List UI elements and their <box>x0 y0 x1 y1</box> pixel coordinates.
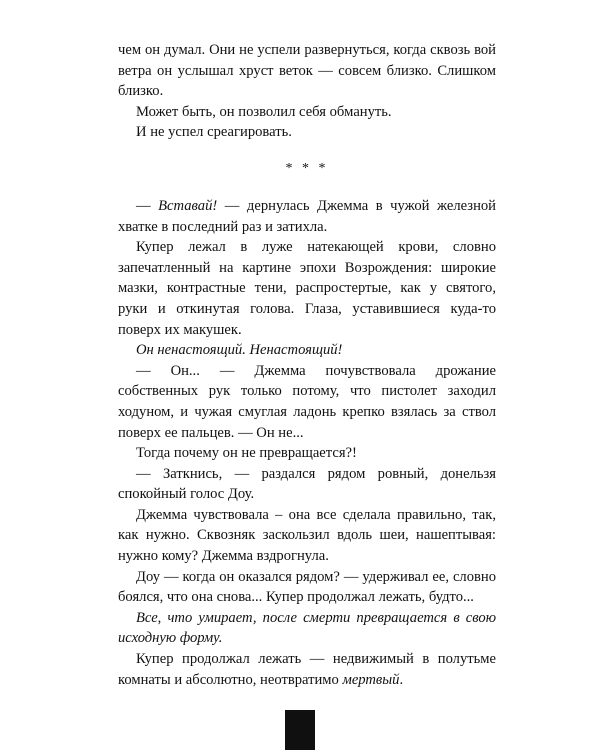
paragraph-1: чем он думал. Они не успели развернуться, когда сквозь вой ветра он услышал хруст веток — совсем близко. Слишком близко. <box>118 42 496 100</box>
paragraph-3: И не успел среагировать. <box>136 124 292 141</box>
paragraph-10: Джемма чувствовала – она все сделала правильно, так, как нужно. Сквозняк заскользил вдоль шеи, нашептывая: нужно кому? Джемма вздрогнула. <box>118 506 496 565</box>
italic-thought: Он ненастоящий. Ненастоящий! <box>136 342 343 359</box>
paragraph-4 <box>118 196 496 237</box>
italic-word: мертвый <box>342 671 400 688</box>
page-marker-block <box>285 710 315 750</box>
paragraph-8: Тогда почему он не превращается?! <box>136 445 357 462</box>
section-separator: * * * <box>285 160 329 176</box>
italic-exclamation: Вставай! <box>158 197 218 214</box>
paragraph-6 <box>118 340 496 361</box>
paragraph-4-rest: — дернулась Джемма в чужой железной хватке в последний раз и затихла. <box>118 197 496 235</box>
paragraph-9: — Заткнись, — раздался рядом ровный, донельзя спокойный голос Доу. <box>118 465 496 503</box>
paragraph-13-text: Купер продолжал лежать — недвижимый в полутьме комнаты и абсолютно, неотвратимо <box>118 651 496 688</box>
paragraph-7: — Он... — Джемма почувствовала дрожание собственных рук только потому, что пистолет заходил ходуном, и чужая смуглая ладонь крепко взялась за ствол поверх ее пальцев. — Он не... <box>118 362 496 441</box>
paragraph-13 <box>118 649 496 690</box>
paragraph-5: Купер лежал в луже натекающей крови, словно запечатленный на картине эпохи Возрождения: широкие мазки, контрастные тени, распростертые, как у святого, руки и откинутая голова. Глаза, уставившиеся куда-то поверх их макушек. <box>118 239 496 338</box>
dialogue-dash: — <box>136 197 159 214</box>
paragraph-2: Может быть, он позволил себя обмануть. <box>136 103 392 120</box>
paragraph-13-end: . <box>399 671 404 688</box>
paragraph-12 <box>118 608 496 649</box>
italic-quote: Все, что умирает, после смерти превращается в свою исходную форму. <box>118 609 496 647</box>
paragraph-11: Доу — когда он оказался рядом? — удерживал ее, словно боялся, что она снова... Купер продолжал лежать, будто... <box>118 568 496 606</box>
page-text <box>118 40 496 690</box>
